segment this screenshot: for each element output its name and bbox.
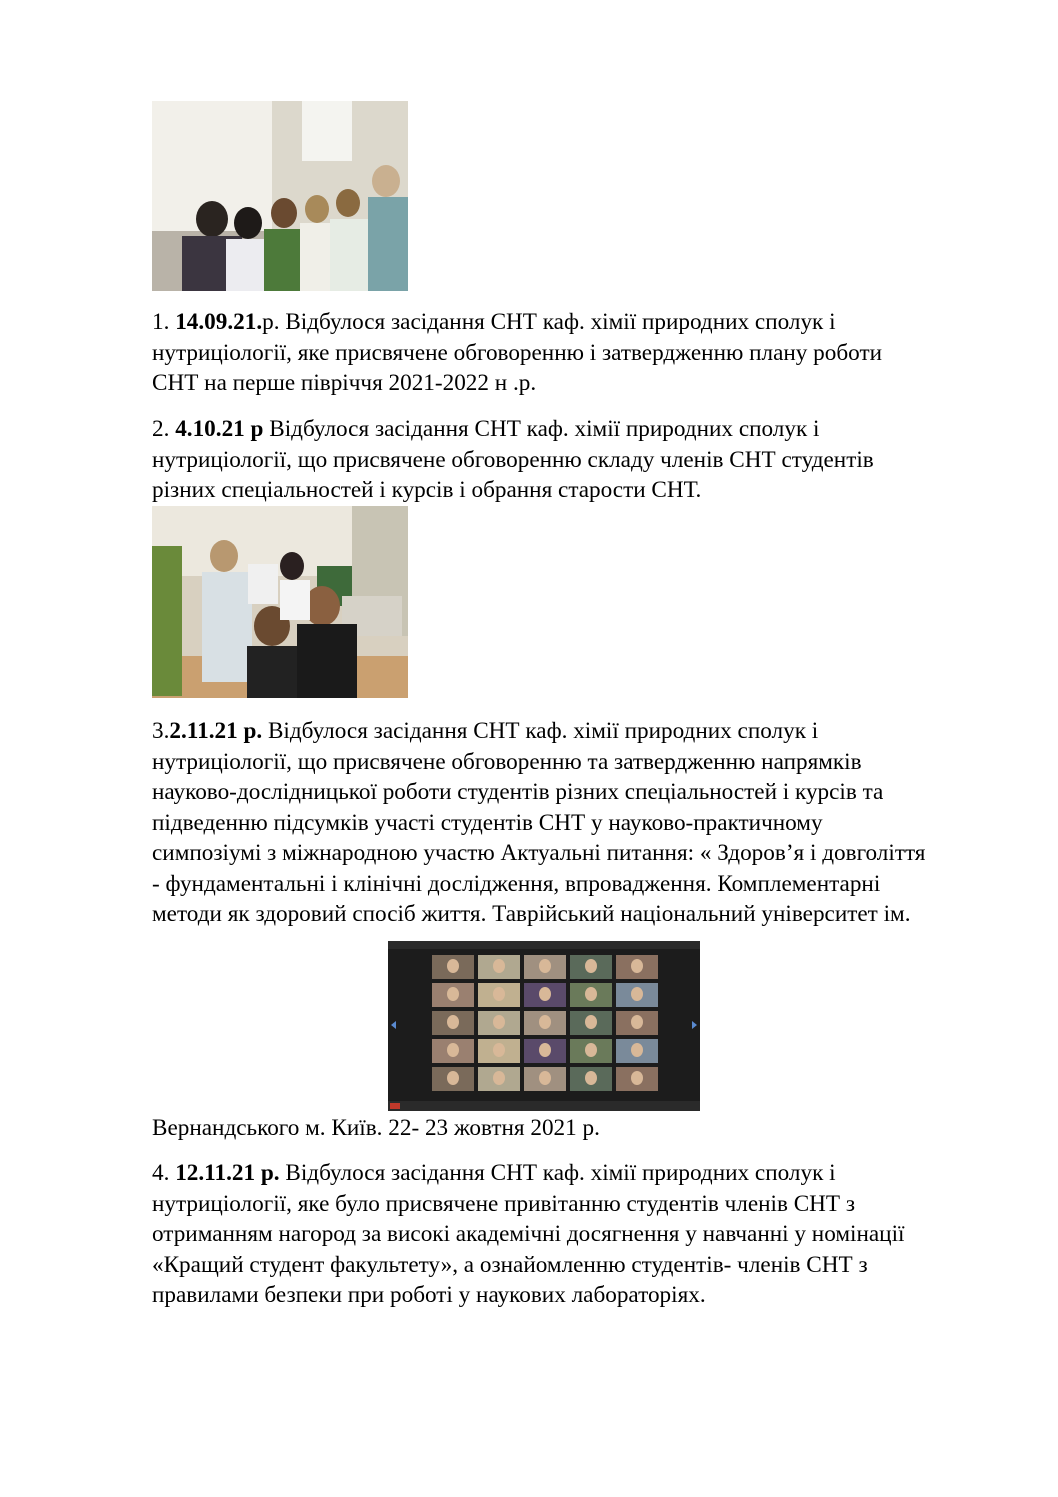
item-4-line-5: правилами безпеки при роботі у наукових лабораторіях. xyxy=(152,1282,706,1308)
participant-face xyxy=(585,987,597,1001)
item-3-line-1: Відбулося засідання СНТ каф. хімії природних сполук і xyxy=(262,718,819,744)
participant-face xyxy=(631,1015,643,1029)
item-1-text xyxy=(152,307,992,399)
item-3-date: 2.11.21 р. xyxy=(169,718,263,744)
item-1-line-2: нутриціології, яке присвячене обговоренню і затвердженню плану роботи xyxy=(152,339,882,366)
participant-face xyxy=(447,959,459,973)
item-3-line-4: підведенню підсумків участі студентів СНТ у науково-практичному xyxy=(152,809,823,836)
item-2-number: 2. xyxy=(152,416,176,442)
item-3-line-3: науково-дослідницької роботи студентів різних спеціальностей і курсів та xyxy=(152,779,884,805)
item-2-line-3: різних спеціальностей і курсів і обрання старости СНТ. xyxy=(152,477,702,503)
participant-face xyxy=(493,1071,505,1085)
meeting-photo-1 xyxy=(152,101,408,291)
participant-face xyxy=(447,1071,459,1085)
participant-face xyxy=(539,1071,551,1085)
participant-face xyxy=(631,987,643,1001)
item-4-text xyxy=(152,1158,992,1311)
item-3-number: 3. xyxy=(152,718,170,744)
item-2-text xyxy=(152,414,992,506)
video-conference-screenshot xyxy=(388,941,700,1111)
participant-face xyxy=(493,1015,505,1029)
item-3-continuation-line: Вернандського м. Київ. 22- 23 жовтня 2021 р. xyxy=(152,1115,600,1141)
participant-face xyxy=(539,1043,551,1057)
item-1-line-3: СНТ на перше півріччя 2021-2022 н .р. xyxy=(152,370,537,396)
participant-face xyxy=(493,1043,505,1057)
participant-face xyxy=(447,987,459,1001)
item-4-line-4: «Кращий студент факультету», а ознайомленню студентів- членів СНТ з xyxy=(152,1251,868,1278)
participant-face xyxy=(585,959,597,973)
item-2-line-2: нутриціології, що присвячене обговоренню складу членів СНТ студентів xyxy=(152,446,874,473)
item-3-line-5: симпозіумі з міжнародною участю Актуальні питання: « Здоров’я і довголіття xyxy=(152,840,926,866)
meeting-photo-2 xyxy=(152,506,408,698)
item-1-number: 1. xyxy=(152,309,176,335)
participant-face xyxy=(631,959,643,973)
participant-face xyxy=(447,1015,459,1029)
item-4-date: 12.11.21 р. xyxy=(175,1160,280,1186)
participant-face xyxy=(539,1015,551,1029)
item-3-line-2: нутриціології, що присвячене обговоренню та затвердженню напрямків xyxy=(152,748,862,775)
participant-face xyxy=(631,1071,643,1085)
participant-face xyxy=(539,959,551,973)
participant-face xyxy=(447,1043,459,1057)
item-1-line-1: р. Відбулося засідання СНТ каф. хімії природних сполук і xyxy=(262,309,836,335)
participant-face xyxy=(493,959,505,973)
item-2-line-1: Відбулося засідання СНТ каф. хімії природних сполук і xyxy=(263,416,820,442)
participant-face xyxy=(493,987,505,1001)
participant-face xyxy=(631,1043,643,1057)
item-4-line-1: Відбулося засідання СНТ каф. хімії природних сполук і xyxy=(279,1160,836,1186)
item-4-line-3: отриманням нагород за високі академічні досягнення у навчанні у номінації xyxy=(152,1221,905,1247)
item-1-date: 14.09.21. xyxy=(175,309,263,335)
item-4-number: 4. xyxy=(152,1160,176,1186)
item-4-line-2: нутриціології, яке було присвячене привітанню студентів членів СНТ з xyxy=(152,1190,856,1217)
item-3-continuation xyxy=(152,1113,992,1144)
item-3-line-6: - фундаментальні і клінічні дослідження, впровадження. Комплементарні xyxy=(152,870,881,897)
item-2-date: 4.10.21 р xyxy=(175,416,264,442)
participant-face xyxy=(585,1015,597,1029)
participant-face xyxy=(539,987,551,1001)
item-3-text xyxy=(152,716,992,930)
participant-face xyxy=(585,1071,597,1085)
participant-face xyxy=(585,1043,597,1057)
item-3-line-7: методи як здоровий спосіб життя. Таврійський національний університет ім. xyxy=(152,901,911,927)
